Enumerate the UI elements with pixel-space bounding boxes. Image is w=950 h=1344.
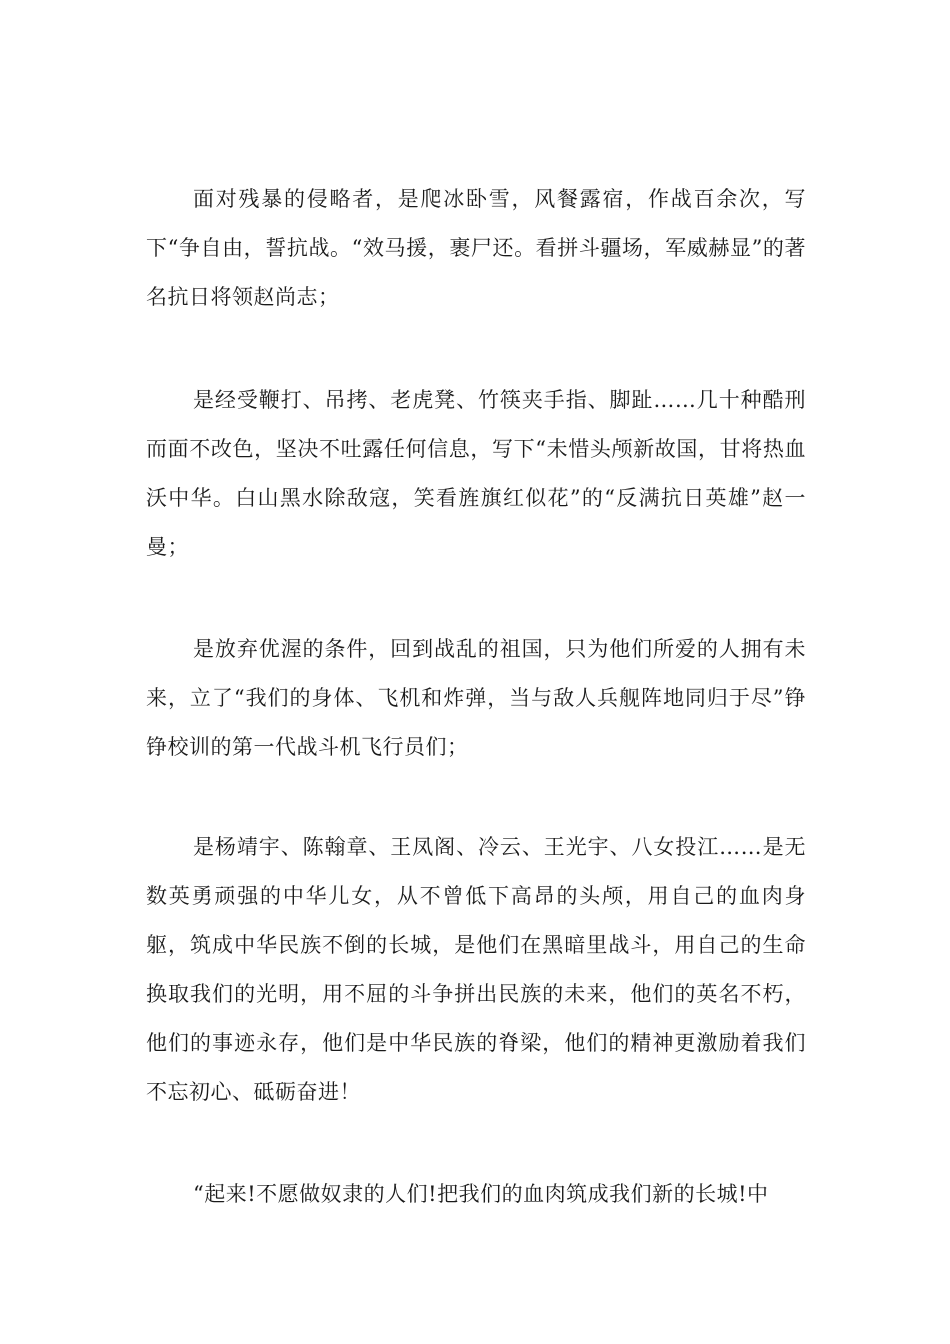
paragraph-anthem-quote: “起来!不愿做奴隶的人们!把我们的血肉筑成我们新的长城!中: [193, 1182, 769, 1206]
paragraph-pilots: 是放弃优渥的条件，回到战乱的祖国，只为他们所爱的人拥有未来，立了“我们的身体、飞机和炸弹，当与敌人兵舰阵地同归于尽”铮铮校训的第一代战斗机飞行员们；: [146, 637, 806, 759]
paragraph-zhao-shangzhi: 面对残暴的侵略者，是爬冰卧雪，风餐露宿，作战百余次，写下“争自由，誓抗战。“效马援，裹尸还。看拼斗疆场，军威赫显”的著名抗日将领赵尚志；: [146, 187, 806, 309]
paragraph-zhao-yiman: 是经受鞭打、吊拷、老虎凳、竹筷夹手指、脚趾……几十种酷刑而面不改色，坚决不吐露任何信息，写下“未惜头颅新故国，甘将热血沃中华。白山黑水除敌寇，笑看旌旗红似花”的“反满抗日英雄”赵一曼；: [146, 388, 806, 559]
paragraph-heroes: 是杨靖宇、陈翰章、王凤阁、冷云、王光宇、八女投江……是无数英勇顽强的中华儿女，从不曾低下高昂的头颅，用自己的血肉身躯，筑成中华民族不倒的长城，是他们在黑暗里战斗，用自己的生命换取我们的光明，用不屈的斗争拼出民族的未来，他们的英名不朽，他们的事迹永存，他们是中华民族的脊梁，他们的精神更激励着我们不忘初心、砥砺奋进！: [146, 835, 806, 1104]
